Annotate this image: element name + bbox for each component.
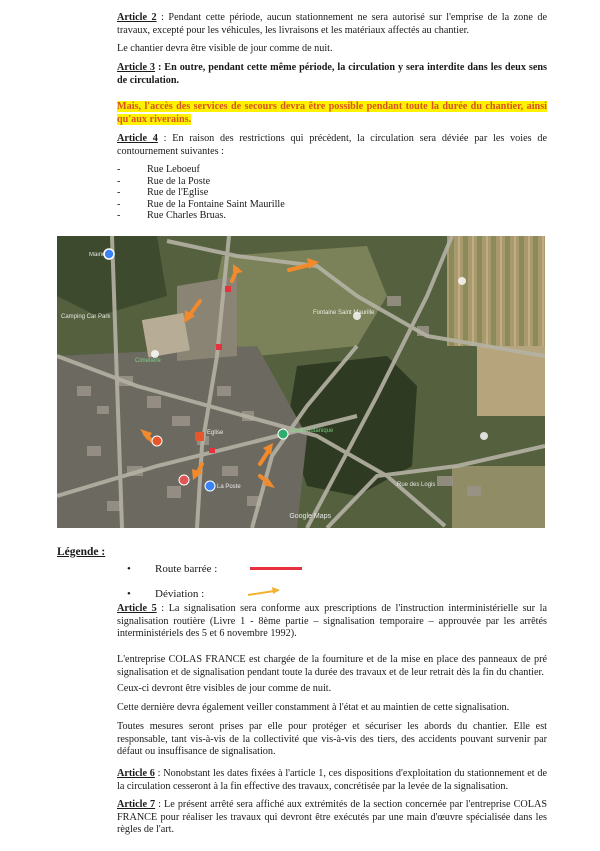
article-6 xyxy=(117,768,547,793)
article-5-label: Article 5 xyxy=(117,603,157,614)
visible-paragraph: Ceux-ci devront être visibles de jour comme de nuit. xyxy=(117,683,332,694)
svg-text:Cimetière: Cimetière xyxy=(135,358,161,364)
svg-text:Eglise: Eglise xyxy=(207,430,224,436)
article-6-label: Article 6 xyxy=(117,768,155,779)
highlighted-text: Mais, l'accès des services de secours devra être possible pendant toute la durée du chantier, ainsi qu'aux riverains. xyxy=(117,101,547,125)
list-item: - Rue de la Fontaine Saint Maurille xyxy=(117,198,285,210)
svg-text:La Poste: La Poste xyxy=(217,484,241,490)
article-4-text: : En raison des restrictions qui précèdent, la circulation sera déviée par les voies de contournement suivantes : xyxy=(117,133,547,157)
article-4-label: Article 4 xyxy=(117,133,158,144)
article-5-text: : La signalisation sera conforme aux prescriptions de l'instruction interministérielle sur la signalisation routière (Livre 1 - 8ème partie – signalisation temporaire – approuvée par les arrêtés interministériels des 5 et 6 novembre 1992). xyxy=(117,603,547,640)
map-image xyxy=(57,236,545,528)
emergency-access-note xyxy=(117,101,547,126)
bullet-icon: • xyxy=(127,588,131,600)
article-7-text: : Le présent arrêté sera affiché aux extrémités de la section concernée par l'entreprise COLAS FRANCE pour réaliser les travaux qui devront être exécutés par une main d'œuvre spécialisée dans les règles de l'art. xyxy=(117,799,547,836)
list-item: - Rue Leboeuf xyxy=(117,164,200,175)
measures-paragraph: Toutes mesures seront prises par elle pour protéger et sécuriser les abords du chantier. Elle est responsable, tant vis-à-vis de la collectivité que vis-à-vis des tiers, des accidents pouvant survenir par défaut ou insuffisance de signalisation. xyxy=(117,721,547,758)
svg-text:Rue des Logis: Rue des Logis xyxy=(397,482,436,488)
svg-text:Camping Car Park: Camping Car Park xyxy=(61,314,111,320)
colas-paragraph: L'entreprise COLAS FRANCE est chargée de la fourniture et de la mise en place des panneaux de pré signalisation et de signalisation pendant toute la durée des travaux et de leur retrait dès la fin du chantier. xyxy=(117,654,547,678)
article-7-label: Article 7 xyxy=(117,799,156,810)
article-2 xyxy=(117,12,547,37)
article-5 xyxy=(117,603,547,641)
article-2-text: : Pendant cette période, aucun stationnement ne sera autorisé sur l'emprise de la zone de travaux, excepté pour les véhicules, les livraisons et les matériaux affectés au chantier. xyxy=(117,12,547,36)
legend-title: Légende : xyxy=(57,546,106,558)
maintain-paragraph: Cette dernière devra également veiller constamment à l'état et au maintien de cette signalisation. xyxy=(117,702,510,713)
satellite-map xyxy=(57,236,545,528)
article-2-label: Article 2 xyxy=(117,12,157,23)
list-item: - Rue Charles Bruas. xyxy=(117,210,226,222)
visibility-note: Le chantier devra être visible de jour comme de nuit. xyxy=(117,43,333,54)
map-attribution: Google Maps xyxy=(289,513,331,521)
article-3 xyxy=(117,62,547,87)
svg-text:Mairie: Mairie xyxy=(89,252,106,258)
route-barree-swatch-icon xyxy=(250,567,302,570)
legend-item-deviation: • Déviation : xyxy=(127,588,205,600)
svg-text:Fontaine Saint Maurille: Fontaine Saint Maurille xyxy=(313,310,375,316)
deviation-arrow-icon xyxy=(246,586,282,598)
detour-street-list xyxy=(117,164,285,222)
article-6-text: : Nonobstant les dates fixées à l'article 1, ces dispositions d'exploitation du stationnement et de la circulation cesseront à la fin effective des travaux, concrétisée par la levée de la signalisation. xyxy=(117,768,547,792)
list-item: - Rue de l'Eglise xyxy=(117,187,209,199)
article-4 xyxy=(117,133,547,158)
legend-item-route-barree: • Route barrée : xyxy=(127,563,218,575)
article-7 xyxy=(117,799,547,837)
article-3-text: : En outre, pendant cette même période, la circulation y sera interdite dans les deux sens de circulation. xyxy=(117,62,547,86)
svg-text:Jardin botanique: Jardin botanique xyxy=(289,428,334,434)
list-item: - Rue de la Poste xyxy=(117,175,211,187)
bullet-icon: • xyxy=(127,563,131,575)
article-3-label: Article 3 xyxy=(117,62,156,73)
